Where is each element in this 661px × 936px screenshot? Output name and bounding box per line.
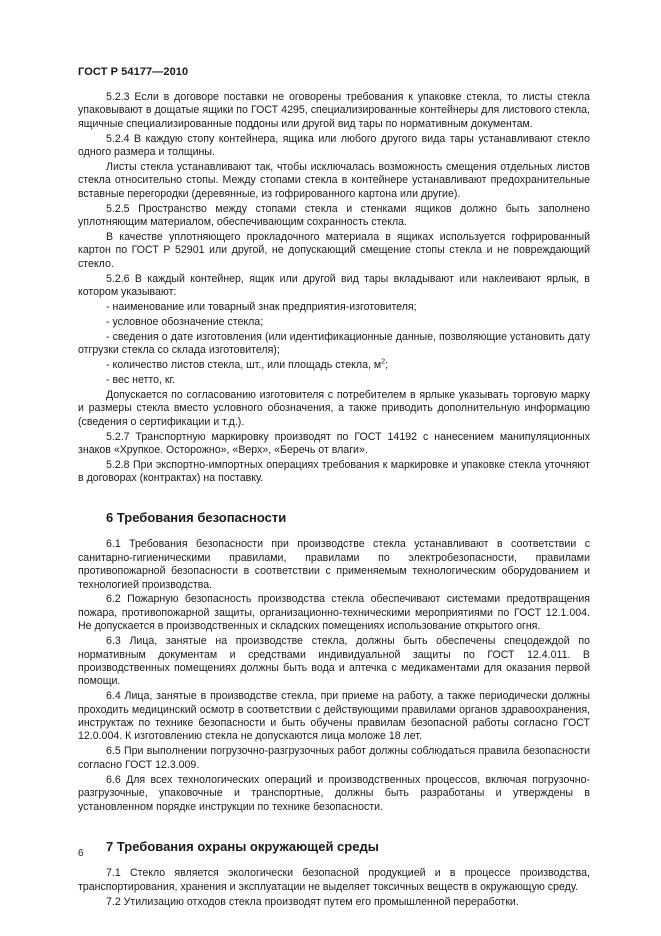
clause-5-2-4-text: Листы стекла устанавливают так, чтобы исключалась возможность смещения отдельных листов стекла относительно стопы. Между стопами стекла в контейнере устанавливают предохранительные вставные перегородки (деревянные, из гофрированного картона или другие).: [78, 161, 590, 200]
page-number: 6: [78, 848, 84, 859]
clause-5-2-5-text: В качестве уплотняющего прокладочного материала в ящиках используется гофрированный картон по ГОСТ Р 52901 или другой, не допускающий смещение стопы стекла и не повреждающий стекло.: [78, 231, 590, 270]
clause-5-2-4: 5.2.4 В каждую стопу контейнера, ящика или любого другого вида тары устанавливают стекло одного размера и толщины.: [78, 132, 590, 159]
label-item-quantity: [78, 359, 590, 372]
clause-5-2-8: 5.2.8 При экспортно-импортных операциях требования к маркировке и упаковке стекла уточняют в договорах (контрактах) на поставку.: [78, 459, 590, 485]
clause-6-2: 6.2 Пожарную безопасность производства стекла обеспечивают системами предотвращения пожара, противопожарной защиты, организационно-техническими мероприятиями по ГОСТ 12.1.004. Не допускается в производственных и складских помещениях использование открытого огня.: [78, 593, 590, 633]
section-7-heading: 7 Требования охраны окружающей среды: [106, 838, 379, 854]
punctuation: ;: [385, 359, 389, 372]
label-item-weight: - вес нетто, кг.: [106, 374, 176, 387]
document-code-header: ГОСТ Р 54177—2010: [78, 66, 189, 78]
superscript: 2: [381, 358, 386, 366]
clause-5-2-6-note: Допускается по согласованию изготовителя с потребителем в ярлыке указывать торговую марку и размеры стекла вместо условного обозначения, а также приводить дополнительную информацию (сведения о сертификации и т.д.).: [78, 389, 590, 428]
clause-5-2-7: 5.2.7 Транспортную маркировку производят по ГОСТ 14192 с нанесением манипуляционных знаков «Хрупкое. Осторожно», «Верх», «Беречь от влаги».: [78, 430, 590, 457]
clause-5-2-6: 5.2.6 В каждый контейнер, ящик или другой вид тары вкладывают или наклеивают ярлык, в котором указывают:: [78, 272, 590, 299]
label-item-quantity-text: - количество листов стекла, шт., или площадь стекла, м: [106, 359, 382, 372]
clause-6-6: 6.6 Для всех технологических операций и производственных процессов, включая погрузочно-разгрузочные, упаковочные и транспортные, должны быть разработаны и утверждены в установленном порядке инструкции по технике безопасности.: [78, 773, 590, 813]
label-item-date: - сведения о дате изготовления (или идентификационные данные, позволяющие установить дату отгрузки стекла со склада изготовителя);: [78, 330, 590, 357]
clause-5-2-3: 5.2.3 Если в договоре поставки не оговорены требования к упаковке стекла, то листы стекла упаковывают в дощатые ящики по ГОСТ 4295, специализированные контейнеры для листового стекла, ящичные специализированные поддоны или другой вид тары по нормативным документам.: [78, 91, 590, 130]
clause-5-2-5: 5.2.5 Пространство между стопами стекла и стенками ящиков должно быть заполнено уплотняющим материалом, обеспечивающим сохранность стекла.: [78, 202, 590, 229]
section-6-heading: 6 Требования безопасности: [106, 509, 287, 525]
label-item-designation: - условное обозначение стекла;: [106, 316, 264, 328]
clause-6-1: 6.1 Требования безопасности при производстве стекла устанавливают в соответствии с санитарно-гигиеническими правилами, правилами по электробезопасности, правилами противопожарной безопасности в соответствии с применяемым технологическим оборудованием и технологией производства.: [78, 538, 590, 591]
clause-6-3: 6.3 Лица, занятые на производстве стекла, должны быть обеспечены спецодеждой по нормативным документам и средствами индивидуальной защиты по ГОСТ 12.4.011. В производственных помещениях должны быть вода и аптечка с медикаментами для оказания первой помощи.: [78, 635, 590, 688]
document-body: [78, 91, 590, 909]
clause-6-5: 6.5 При выполнении погрузочно-разгрузочных работ должны соблюдаться правила безопасности согласно ГОСТ 12.3.009.: [78, 745, 590, 771]
clause-7-1: 7.1 Стекло является экологически безопасной продукцией и в процессе производства, транспортирования, хранения и эксплуатации не выделяет токсичных веществ в окружающую среду.: [78, 867, 590, 893]
clause-6-4: 6.4 Лица, занятые в производстве стекла, при приеме на работу, а также периодически должны проходить медицинский осмотр в соответствии с действующими правилами органов здравоохранения, инструктаж по технике безопасности и быть обучены правилам безопасной работы согласно ГОСТ 12.0.004. К изготовлению стекла не допускаются лица моложе 18 лет.: [78, 690, 590, 743]
label-item-manufacturer: - наименование или товарный знак предприятия-изготовителя;: [106, 301, 417, 314]
clause-7-2: 7.2 Утилизацию отходов стекла производят путем его промышленной переработки.: [106, 895, 519, 908]
